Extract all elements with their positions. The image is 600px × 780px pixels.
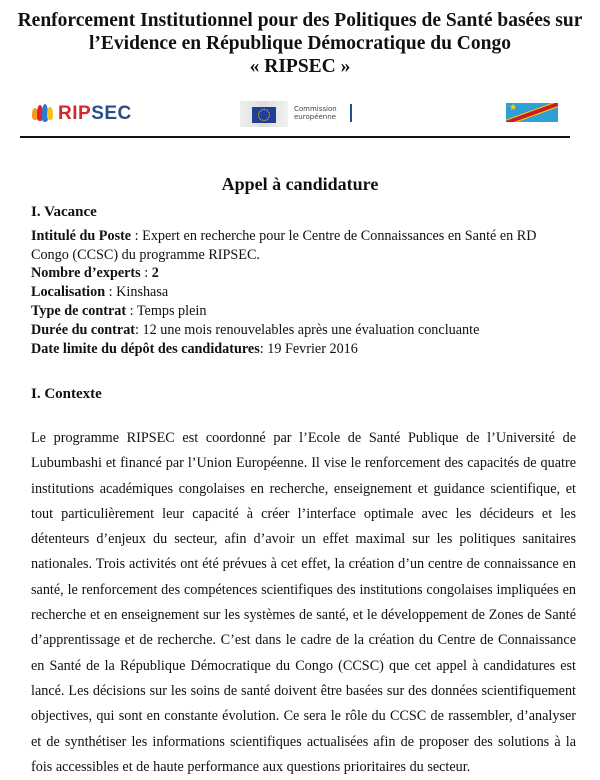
star-icon: ★ bbox=[509, 103, 518, 112]
section-heading-vacance: I. Vacance bbox=[31, 204, 97, 220]
ripsec-logo bbox=[32, 103, 132, 125]
field-type-contrat: Type de contrat : Temps plein bbox=[31, 303, 207, 319]
ec-divider bbox=[350, 104, 352, 122]
header-divider bbox=[20, 136, 570, 138]
title-line-1: Renforcement Institutionnel pour des Politiques de Santé basées sur bbox=[17, 10, 583, 31]
field-intitule: Intitulé du Poste : Expert en recherche pour le Centre de Connaissances en Santé en RD Congo (CCSC) du programme RIPSEC. bbox=[31, 228, 537, 263]
drc-flag-icon bbox=[506, 103, 558, 122]
eu-flag-icon bbox=[252, 107, 276, 123]
field-nombre: Nombre d’experts : 2 bbox=[31, 265, 159, 281]
ec-label: Commission européenne bbox=[294, 105, 337, 121]
european-commission-logo bbox=[240, 99, 360, 129]
people-group-icon bbox=[32, 104, 54, 124]
title-line-2: l’Evidence en République Démocratique du Congo bbox=[89, 33, 511, 54]
context-paragraph: Le programme RIPSEC est coordonné par l’Ecole de Santé Publique de l’Université de Lubumbashi et financé par l’Union Européenne. Il vise le renforcement des capacités de quatre institutions académiques congolaises en recherche, enseignement et guidance scientifique, et tout particulièrement leur capacité à créer l’interface optimale avec les décideurs et les détenteurs d’enjeux du secteur, afin d’avoir un effet maximal sur les politiques sanitaires nationales. Trois activités ont été prévues à cet effet, la création d’un centre de connaissance en santé, le renforcement des compétences scientifiques des institutions congolaises impliquées en recherche et en enseignement sur les systèmes de santé, et le développement de Zones de Santé d’apprentissage et de recherche. C’est dans le cadre de la création du Centre de Connaissance en Santé de la République Démocratique du Congo (CCSC) que cet appel à candidatures est lancé. Les décisions sur les soins de santé doivent être basées sur des données scientifiquement objectives, qui sont en constante évolution. Ce sera le rôle du CCSC de rassembler, d’analyser et de synthétiser les informations scientifiques actualisées afin de proposer des solutions à la fois accessibles et de haute performance aux questions prioritaires du secteur. bbox=[31, 430, 576, 775]
field-localisation: Localisation : Kinshasa bbox=[31, 284, 169, 300]
ripsec-wordmark: RIPSEC bbox=[58, 103, 132, 124]
section-heading-contexte: I. Contexte bbox=[31, 386, 102, 402]
field-date-limite: Date limite du dépôt des candidatures: 19 Fevrier 2016 bbox=[31, 341, 358, 357]
title-line-3: « RIPSEC » bbox=[249, 56, 351, 77]
field-duree: Durée du contrat: 12 une mois renouvelables après une évaluation concluante bbox=[31, 322, 480, 338]
logo-bar bbox=[0, 95, 600, 135]
page-heading: Appel à candidature bbox=[221, 174, 379, 194]
document-title bbox=[0, 9, 600, 78]
